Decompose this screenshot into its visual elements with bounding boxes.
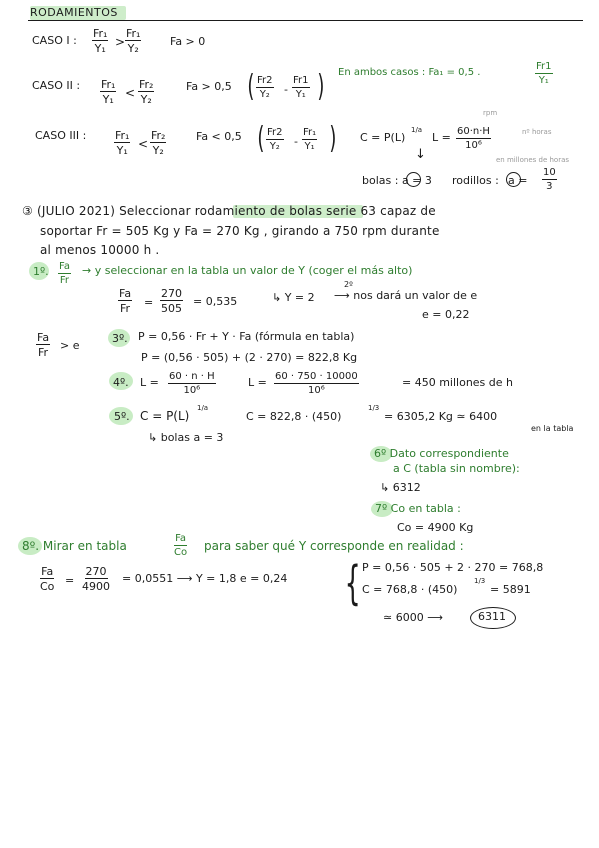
step4-frac-b: $\frac{60 \cdot 750 \cdot 10000}{\text{10⁶}}$ [275,371,358,396]
step1b-y: ↳ Y = 2 [272,291,315,304]
step5-label: 5º. [114,410,130,423]
horas-note: nº horas [522,128,552,136]
step1b-frac-b: $\frac{270}{505}$ [161,287,182,315]
step5-note: en la tabla [531,424,574,433]
step6-line1: 6º Dato correspondiente [374,447,509,460]
step1b-frac-a: $\frac{Fa}{Fr}$ [119,287,132,315]
caso2-lt: < [125,86,136,100]
final-c-line: C = 768,8 · (450) [362,583,458,596]
step1b-text: ⟶ nos dará un valor de e [334,289,478,302]
step5-calc: C = 822,8 · (450) [246,410,342,423]
final-frac-a: $\frac{Fa}{Co}$ [40,565,55,593]
step3-text: P = 0,56 · Fr + Y · Fa (fórmula en tabla) [138,330,355,343]
notes-page: RODAMIENTOS CASO I : $\frac{\text{Fr₁}}{\text{Y₁}}$ > $\frac{\text{Fr₁}}{\text{Y₂}}$ Fa > 0 CASO II : $\frac{\text{Fr₁}}{\text{Y₁}}$ < $\frac{\text{Fr₂}}{\text{Y₂}}$ Fa > 0,5 ( $\frac{Fr2}{\text{Y₂}}$ - $\frac{Fr1}{\text{Y₁}}$ ) En ambos casos : Fa₁ = 0,5 . $\frac{Fr1}{\text{Y₁}}$ CASO III : $\frac{\text{Fr₁}}{\text{Y₁}}$ < $\frac{\text{Fr₂}}{\text{Y₂}}$ Fa < 0,5 ( $\frac{Fr2}{\text{Y₂}}$ - $\frac{\text{Fr₁}}{\text{Y₁}}$ ) C = P(L) 1/a L = $\frac{60\cdot n\cdot H}{\text{10⁶}}$ rpm nº horas en millones de horas ↓ bolas : a = 3 rodillos : a = $\frac{10}{3}$ ③ (JULIO 2021) Seleccionar rodamiento de bolas serie 63 capaz de soportar Fr = 505 Kg y Fa = 270 Kg , girando a 750 rpm durante al menos 10000 h . 1º. $\frac{Fa}{Fr}$ → y seleccionar en la tabla un valor de Y (coger el más alto) $\frac{Fa}{Fr}$ = $\frac{270}{505}$ = 0,535 ↳ Y = 2 2º ⟶ nos dará un valor de e e = 0,22 $\frac{Fa}{Fr}$ > e 3º. P = 0,56 · Fr + Y · Fa (fórmula en tabla) P = (0,56 · 505) + (2 · 270) = 822,8 Kg 4º. L = $\frac{60 \cdot n \cdot H}{\text{10⁶}}$ L = $\frac{60 \cdot 750 \cdot 10000}{\text{10⁶}}$ = 450 millones de h 5º. C = P(L) 1/a C = 822,8 · (450) 1/3 = 6305,2 Kg ≃ 6400 en la tabla ↳ bolas a = 3 6º Dato correspondiente a C (tabla sin nombre): ↳ 6312 7º Co en tabla : Co = 4900 Kg 8º. Mirar en tabla $\frac{Fa}{Co}$ para saber qué Y corresponde en realidad : $\frac{Fa}{Co}$ = $\frac{270}{4900}$ = 0,0551 ⟶ Y = 1,8 e = 0,24 { P = 0,56 · 505 + 2 · 270 = 768,8 C = 768,8 · (450) 1/3 = 5891 ≃ 6000 ⟶ 6311 [0,0,599,848]
final-approx: ≃ 6000 ⟶ [383,611,443,624]
step3-calc: P = (0,56 · 505) + (2 · 270) = 822,8 Kg [141,351,358,364]
c-formula: C = P(L) [360,131,406,144]
step4-pre: L = [140,376,159,389]
step5-bolas: ↳ bolas a = 3 [148,431,224,444]
step5-exp: 1/a [197,404,209,412]
ambos-frac: $\frac{Fr1}{\text{Y₁}}$ [536,61,552,86]
caso3-pfrac-a: $\frac{Fr2}{\text{Y₂}}$ [267,127,283,152]
step3-label: 3º. [112,332,128,345]
step5-exp2: 1/3 [368,404,380,412]
title-underline [28,20,583,21]
bolas-text: bolas : a = 3 [362,174,432,187]
final-result: = 0,0551 ⟶ Y = 1,8 e = 0,24 [122,572,288,585]
step1-label: 1º. [33,265,49,278]
caso3-condition: Fa < 0,5 [196,130,242,143]
rodillos-frac: $\frac{10}{3}$ [543,167,556,192]
caso2-condition: Fa > 0,5 [186,80,232,93]
final-frac-b: $\frac{270}{4900}$ [82,565,110,593]
caso2-minus: - [284,83,288,96]
step8-pre: 8º. Mirar en tabla [22,539,127,553]
caso3-minus: - [294,135,298,148]
caso1-frac-a: $\frac{\text{Fr₁}}{\text{Y₁}}$ [93,27,108,55]
step1-frac: $\frac{Fa}{Fr}$ [59,261,70,286]
step4-result: = 450 millones de h [402,376,514,389]
step1-text: → y seleccionar en la tabla un valor de Y (coger el más alto) [82,264,413,277]
caso2-paren-open: ( [247,69,255,104]
caso3-frac-b: $\frac{\text{Fr₂}}{\text{Y₂}}$ [151,129,166,157]
rodillos-a: a = [508,174,528,187]
caso2-label: CASO II : [32,79,81,92]
bolas-circle [406,172,421,187]
caso2-frac-b: $\frac{\text{Fr₂}}{\text{Y₂}}$ [139,78,154,106]
caso2-paren-close: ) [317,69,325,104]
final-c-res: = 5891 [490,583,531,596]
caso3-lt: < [138,137,149,151]
rpm-note: rpm [483,109,498,117]
caso3-label: CASO III : [35,129,87,142]
caso1-label: CASO I : [32,34,77,47]
step8-frac: $\frac{Fa}{Co}$ [174,533,188,558]
step6-line2: a C (tabla sin nombre): [393,462,520,475]
caso3-paren-close: ) [329,121,337,156]
l-formula-pre: L = [432,131,451,144]
caso2-frac-a: $\frac{\text{Fr₁}}{\text{Y₁}}$ [101,78,116,106]
step1b-e: e = 0,22 [422,308,470,321]
caso3-paren-open: ( [257,121,265,156]
step1b-two: 2º [344,280,353,289]
caso2-pfrac-a: $\frac{Fr2}{\text{Y₂}}$ [257,75,273,100]
problem-line3: al menos 10000 h . [40,243,160,257]
caso1-frac-b: $\frac{\text{Fr₁}}{\text{Y₂}}$ [126,27,141,55]
side-frac: $\frac{Fa}{Fr}$ [37,331,50,359]
caso1-condition: Fa > 0 [170,35,206,48]
ambos-text: En ambos casos : Fa₁ = 0,5 . [338,67,481,78]
final-eq: = [65,574,75,587]
step4-pre2: L = [248,376,267,389]
l-formula-frac: $\frac{60\cdot n\cdot H}{\text{10⁶}}$ [457,126,490,151]
step7-line2: Co = 4900 Kg [397,521,474,534]
step4-frac-a: $\frac{60 \cdot n \cdot H}{\text{10⁶}}$ [169,371,215,396]
down-arrow: ↓ [415,147,426,162]
step8-post: para saber qué Y corresponde en realidad : [204,539,464,553]
step1b-result: = 0,535 [193,295,238,308]
caso3-pfrac-b: $\frac{\text{Fr₁}}{\text{Y₁}}$ [303,127,317,152]
millones-note: en millones de horas [496,156,570,164]
step6-ref: ↳ 6312 [380,481,421,494]
step7-line1: 7º Co en tabla : [375,502,461,515]
problem-line2: soportar Fr = 505 Kg y Fa = 270 Kg , girando a 750 rpm durante [40,224,440,238]
page-title: RODAMIENTOS [30,6,118,19]
final-brace: { [344,556,361,610]
step4-label: 4º. [113,376,129,389]
problem-line1: ③ (JULIO 2021) Seleccionar rodamiento de bolas serie 63 capaz de [22,204,436,218]
caso2-pfrac-b: $\frac{Fr1}{\text{Y₁}}$ [293,75,309,100]
side-gt: > e [60,339,80,352]
step5-formula: C = P(L) [140,409,190,423]
step5-result: = 6305,2 Kg ≃ 6400 [384,410,498,423]
caso1-gt: > [115,35,126,49]
final-answer: 6311 [478,610,506,623]
caso3-frac-a: $\frac{\text{Fr₁}}{\text{Y₁}}$ [115,129,130,157]
rodillos-text: rodillos : [452,174,499,187]
rodillos-circle [506,172,521,187]
final-p-line: P = 0,56 · 505 + 2 · 270 = 768,8 [362,561,544,574]
c-formula-exp: 1/a [411,126,423,134]
final-exp: 1/3 [474,577,486,585]
